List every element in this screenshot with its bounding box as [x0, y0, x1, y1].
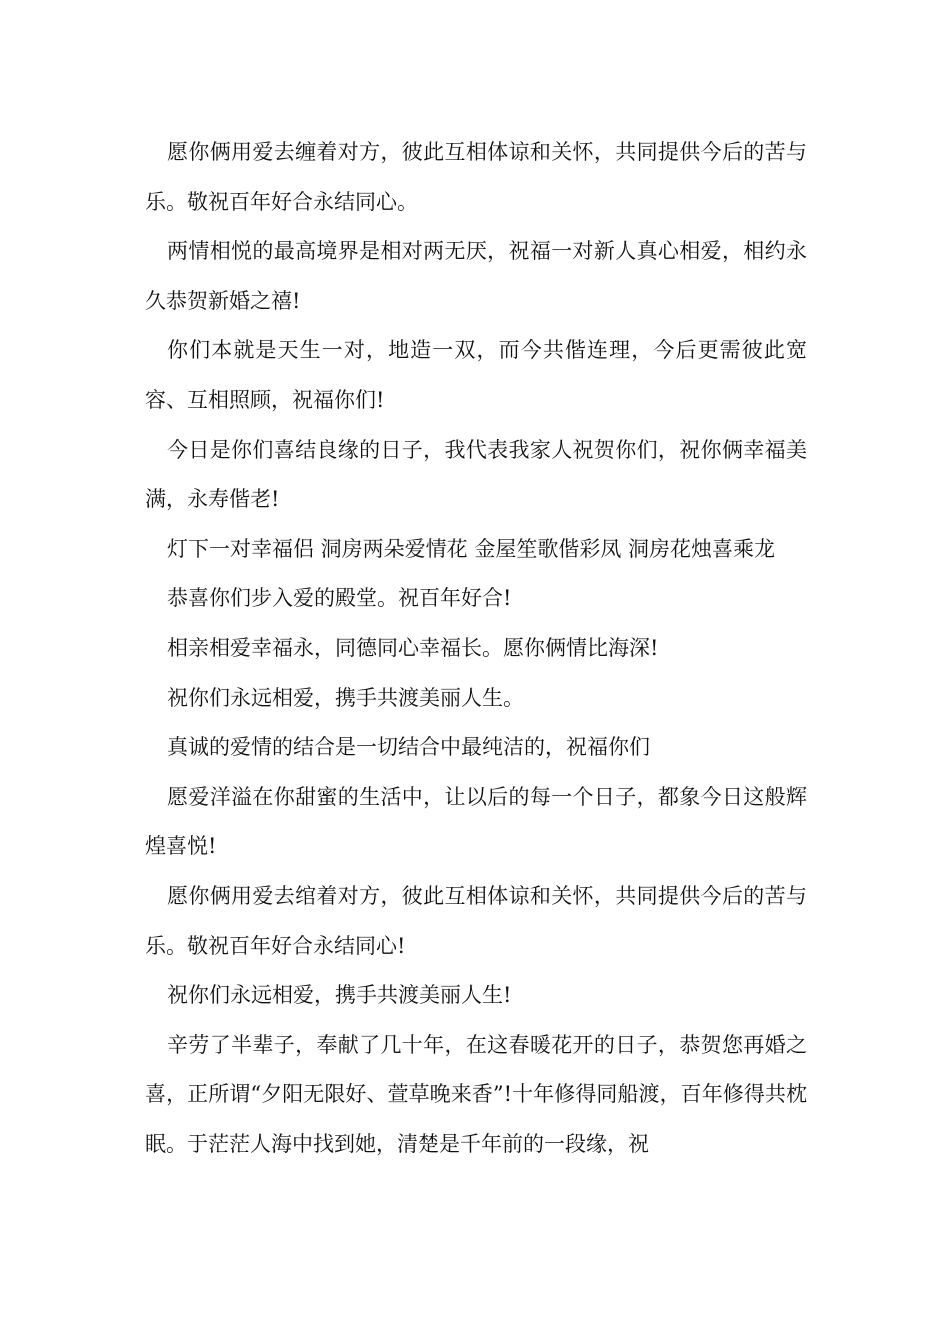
paragraph-8: 祝你们永远相爱，携手共渡美丽人生。 — [167, 685, 524, 710]
paragraph-13: 辛劳了半辈子，奉献了几十年，在这春暖花开的日子，恭贺您再婚之喜，正所谓“夕阳无限好、萱草晚来香”!十年修得同船渡，百年修得共枕眠。于茫茫人海中找到她，清楚是千年前的一段缘，祝 — [145, 1032, 807, 1156]
paragraph-9: 真诚的爱情的结合是一切结合中最纯洁的，祝福你们 — [167, 735, 650, 760]
paragraph-3: 你们本就是天生一对，地造一双，而今共偕连理，今后更需彼此宽容、互相照顾，祝福你们! — [145, 338, 807, 412]
paragraph-7: 相亲相爱幸福永，同德同心幸福长。愿你俩情比海深! — [167, 635, 659, 660]
document-body — [145, 128, 807, 1169]
paragraph-1: 愿你俩用爱去缠着对方，彼此互相体谅和关怀，共同提供今后的苦与乐。敬祝百年好合永结同心。 — [145, 140, 807, 214]
paragraph-6: 恭喜你们步入爱的殿堂。祝百年好合! — [167, 586, 512, 611]
paragraph-10: 愿爱洋溢在你甜蜜的生活中，让以后的每一个日子，都象今日这般辉煌喜悦! — [145, 784, 807, 859]
paragraph-12: 祝你们永远相爱，携手共渡美丽人生! — [167, 983, 512, 1008]
paragraph-5: 灯下一对幸福侣 洞房两朵爱情花 金屋笙歌偕彩凤 洞房花烛喜乘龙 — [167, 536, 776, 561]
paragraph-4: 今日是你们喜结良缘的日子，我代表我家人祝贺你们，祝你俩幸福美满，永寿偕老! — [145, 437, 807, 512]
paragraph-2: 两情相悦的最高境界是相对两无厌，祝福一对新人真心相爱，相约永久恭贺新婚之禧! — [145, 239, 807, 313]
paragraph-11: 愿你俩用爱去绾着对方，彼此互相体谅和关怀，共同提供今后的苦与乐。敬祝百年好合永结同心! — [145, 883, 807, 958]
